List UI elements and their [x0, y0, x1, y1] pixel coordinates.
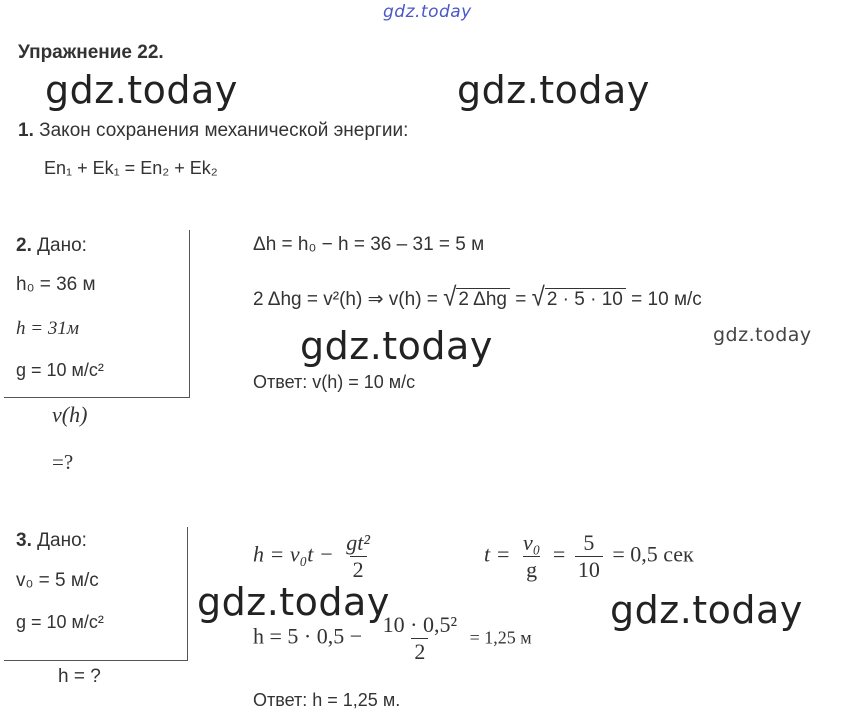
exercise-title: Упражнение 22.: [18, 42, 164, 63]
p3-given-divider-h: [4, 660, 188, 661]
p2-line1: Δh = h₀ − h = 36 – 31 = 5 м: [253, 234, 485, 255]
p3-formula-t: t = $\frac{\text{v₀}}{g}$ = $\frac{5}{10}$ = 0,5 сек: [484, 530, 694, 582]
watermark-3: gdz.today: [713, 324, 812, 346]
watermark-5: gdz.today: [197, 580, 390, 624]
p2-answer: Ответ: v(h) = 10 м/с: [253, 372, 416, 392]
p3-formula-h: h = v₀t − $\frac{\text{gt²}}{2}$: [253, 530, 370, 582]
p3-given-v0: v₀ = 5 м/с: [16, 570, 99, 591]
p2-find-q: =?: [52, 450, 74, 474]
p3-find: h = ?: [58, 666, 101, 687]
p1-statement: 1. Закон сохранения механической энергии:: [18, 120, 409, 141]
p2-find: v(h): [52, 402, 88, 427]
p2-given-divider-h: [4, 397, 190, 398]
p3-given-divider-v: [187, 527, 188, 661]
watermark-6: gdz.today: [610, 588, 803, 632]
p3-formula-h-value: h = 5 · 0,5 − $\frac{\text{10 · 0,5²}}{2}$ = 1,25 м: [253, 612, 532, 664]
p2-given-g: g = 10 м/с²: [16, 360, 104, 380]
p3-given-g: g = 10 м/с²: [16, 612, 104, 632]
watermark-4: gdz.today: [300, 324, 493, 368]
p2-line2: 2 Δhg = v²(h) ⇒ v(h) = √ 2 Δhg = √ 2 · 5 · 10 = 10 м/с: [253, 282, 702, 313]
watermark-1: gdz.today: [45, 68, 238, 112]
p3-answer: Ответ: h = 1,25 м.: [253, 690, 401, 710]
watermark-top: gdz.today: [383, 2, 472, 22]
p2-given-label: 2. Дано:: [16, 235, 87, 256]
p3-given-label: 3. Дано:: [16, 530, 87, 551]
p1-formula: En₁ + Ek₁ = En₂ + Ek₂: [44, 158, 218, 178]
p2-given-h: h = 31м: [16, 318, 79, 339]
p2-given-divider-v: [189, 230, 190, 398]
watermark-2: gdz.today: [457, 68, 650, 112]
p2-given-h0: h₀ = 36 м: [16, 274, 96, 295]
